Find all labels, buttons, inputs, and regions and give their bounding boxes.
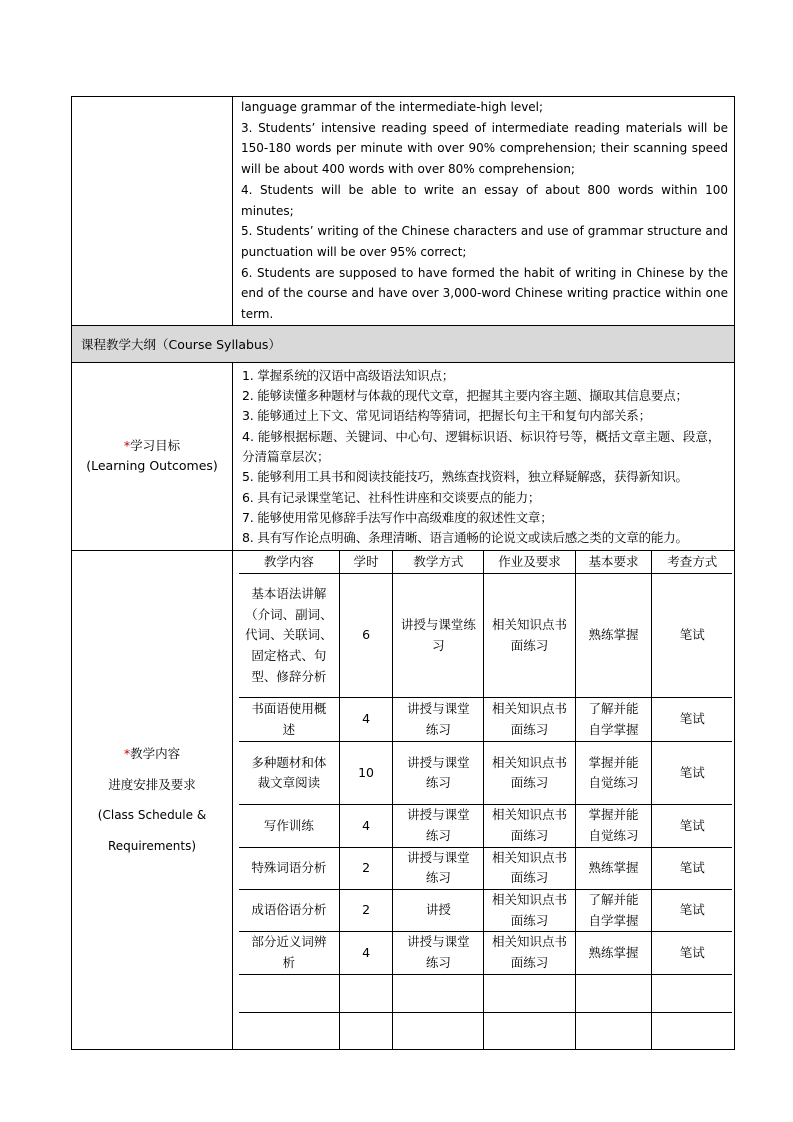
col-header-content: 教学内容	[239, 551, 339, 574]
cell-content: 写作训练	[239, 805, 339, 847]
required-star: *	[123, 438, 131, 454]
cell-assessment: 笔试	[652, 698, 732, 742]
objective-line: 6. Students are supposed to have formed the habit of writing in Chinese by the end of the course and have over 3,000-word Chinese writing practice within one term.	[241, 265, 728, 322]
cell-method	[393, 974, 484, 1012]
outcome-item: 7. 能够使用常见修辞手法写作中高级难度的叙述性文章；	[242, 509, 553, 525]
col-header-hours: 学时	[339, 551, 393, 574]
cell-hours: 2	[339, 847, 393, 889]
cell-homework: 相关知识点书面练习	[484, 805, 575, 847]
cell-content: 成语俗语分析	[239, 890, 339, 932]
cell-hours: 10	[339, 742, 393, 805]
col-header-requirement: 基本要求	[575, 551, 652, 574]
objectives-continued-row	[72, 97, 735, 326]
objectives-text-cell	[233, 97, 735, 326]
outcome-item: 1. 掌握系统的汉语中高级语法知识点；	[242, 367, 455, 383]
cell-assessment	[652, 974, 732, 1012]
cell-method: 讲授与课堂练习	[393, 932, 484, 974]
outcome-item: 5. 能够利用工具书和阅读技能技巧，熟练查找资料，独立释疑解惑，获得新知识。	[242, 469, 688, 485]
cell-homework: 相关知识点书面练习	[484, 742, 575, 805]
cell-homework: 相关知识点书面练习	[484, 698, 575, 742]
objective-line: 4. Students will be able to write an essay of about 800 words within 100 minutes;	[241, 182, 728, 218]
cell-homework	[484, 974, 575, 1012]
outcome-item: 6. 具有记录课堂笔记、社科性讲座和交谈要点的能力；	[242, 489, 541, 505]
cell-method: 讲授	[393, 890, 484, 932]
cell-content	[239, 1012, 339, 1049]
schedule-table-cell	[233, 550, 735, 1050]
outcome-item: 2. 能够读懂多种题材与体裁的现代文章，把握其主要内容主题、撷取其信息要点；	[242, 388, 688, 404]
cell-method	[393, 1012, 484, 1049]
cell-requirement: 熟练掌握	[575, 574, 652, 698]
cell-requirement: 掌握并能自觉练习	[575, 742, 652, 805]
cell-homework: 相关知识点书面练习	[484, 890, 575, 932]
cell-requirement: 掌握并能自觉练习	[575, 805, 652, 847]
objective-line: 3. Students’ intensive reading speed of intermediate reading materials will be 150-180 words per minute with over 90% comprehension; their scanning speed will be about 400 words with over 80% comprehension;	[241, 120, 728, 177]
cell-assessment: 笔试	[652, 742, 732, 805]
table-row	[239, 1012, 732, 1049]
learning-outcomes-list	[233, 362, 735, 550]
cell-method: 讲授与课堂练习	[393, 805, 484, 847]
cell-method: 讲授与课堂练习	[393, 574, 484, 698]
learning-outcomes-label-cn: 学习目标	[130, 438, 181, 454]
cell-requirement: 熟练掌握	[575, 932, 652, 974]
cell-method: 讲授与课堂练习	[393, 742, 484, 805]
objective-line: 5. Students’ writing of the Chinese characters and use of grammar structure and punctuation will be over 95% correct;	[241, 224, 728, 259]
schedule-label-en-2: Requirements)	[107, 839, 197, 854]
table-row	[239, 805, 732, 847]
cell-hours: 2	[339, 890, 393, 932]
cell-homework: 相关知识点书面练习	[484, 574, 575, 698]
table-row	[239, 932, 732, 974]
cell-content: 特殊词语分析	[239, 847, 339, 889]
table-row	[239, 698, 732, 742]
cell-assessment	[652, 1012, 732, 1049]
schedule-table	[239, 551, 732, 1050]
class-schedule-label	[72, 550, 233, 1050]
cell-hours: 6	[339, 574, 393, 698]
required-star: *	[123, 746, 131, 762]
cell-content: 书面语使用概述	[239, 698, 339, 742]
cell-assessment: 笔试	[652, 805, 732, 847]
schedule-label-en-1: (Class Schedule &	[97, 808, 207, 823]
schedule-label-cn-1: 教学内容	[130, 746, 181, 762]
col-header-assessment: 考查方式	[652, 551, 732, 574]
syllabus-table	[71, 96, 735, 1050]
col-header-method: 教学方式	[393, 551, 484, 574]
learning-outcomes-row	[72, 362, 735, 550]
cell-homework: 相关知识点书面练习	[484, 932, 575, 974]
cell-content: 基本语法讲解（介词、副词、代词、关联词、固定格式、句型、修辞分析	[239, 574, 339, 698]
table-row	[239, 574, 732, 698]
cell-content: 多种题材和体裁文章阅读	[239, 742, 339, 805]
cell-hours: 4	[339, 698, 393, 742]
cell-content: 部分近义词辨析	[239, 932, 339, 974]
table-row	[239, 890, 732, 932]
cell-hours: 4	[339, 932, 393, 974]
cell-content	[239, 974, 339, 1012]
cell-hours	[339, 1012, 393, 1049]
syllabus-header-row	[72, 325, 735, 362]
cell-assessment: 笔试	[652, 574, 732, 698]
schedule-label-cn-2: 进度安排及要求	[108, 777, 196, 793]
cell-requirement: 了解并能自学掌握	[575, 698, 652, 742]
syllabus-document	[71, 96, 734, 1050]
schedule-header-row	[239, 551, 732, 574]
cell-method: 讲授与课堂练习	[393, 847, 484, 889]
outcome-item: 8. 具有写作论点明确、条理清晰、语言通畅的论说文或读后感之类的文章的能力。	[242, 530, 688, 546]
cell-requirement	[575, 974, 652, 1012]
learning-outcomes-label-en: (Learning Outcomes)	[86, 458, 218, 474]
cell-requirement	[575, 1012, 652, 1049]
class-schedule-row	[72, 550, 735, 1050]
cell-homework	[484, 1012, 575, 1049]
outcome-item: 4. 能够根据标题、关键词、中心句、逻辑标识语、标识符号等，概括文章主题、段意，分清篇章层次；	[242, 428, 721, 465]
cell-assessment: 笔试	[652, 890, 732, 932]
objective-line: language grammar of the intermediate-high level;	[241, 100, 544, 114]
cell-method: 讲授与课堂练习	[393, 698, 484, 742]
cell-hours: 4	[339, 805, 393, 847]
cell-assessment: 笔试	[652, 847, 732, 889]
cell-requirement: 熟练掌握	[575, 847, 652, 889]
cell-homework: 相关知识点书面练习	[484, 847, 575, 889]
col-header-homework: 作业及要求	[484, 551, 575, 574]
cell-hours	[339, 974, 393, 1012]
section-header-course-syllabus: 课程教学大纲（Course Syllabus）	[72, 325, 735, 362]
table-row	[239, 847, 732, 889]
outcome-item: 3. 能够通过上下文、常见词语结构等猜词，把握长句主干和复句内部关系；	[242, 408, 651, 424]
cell-requirement: 了解并能自学掌握	[575, 890, 652, 932]
learning-outcomes-label	[72, 362, 233, 550]
cell-assessment: 笔试	[652, 932, 732, 974]
table-row	[239, 742, 732, 805]
empty-label-cell	[72, 97, 233, 326]
table-row	[239, 974, 732, 1012]
